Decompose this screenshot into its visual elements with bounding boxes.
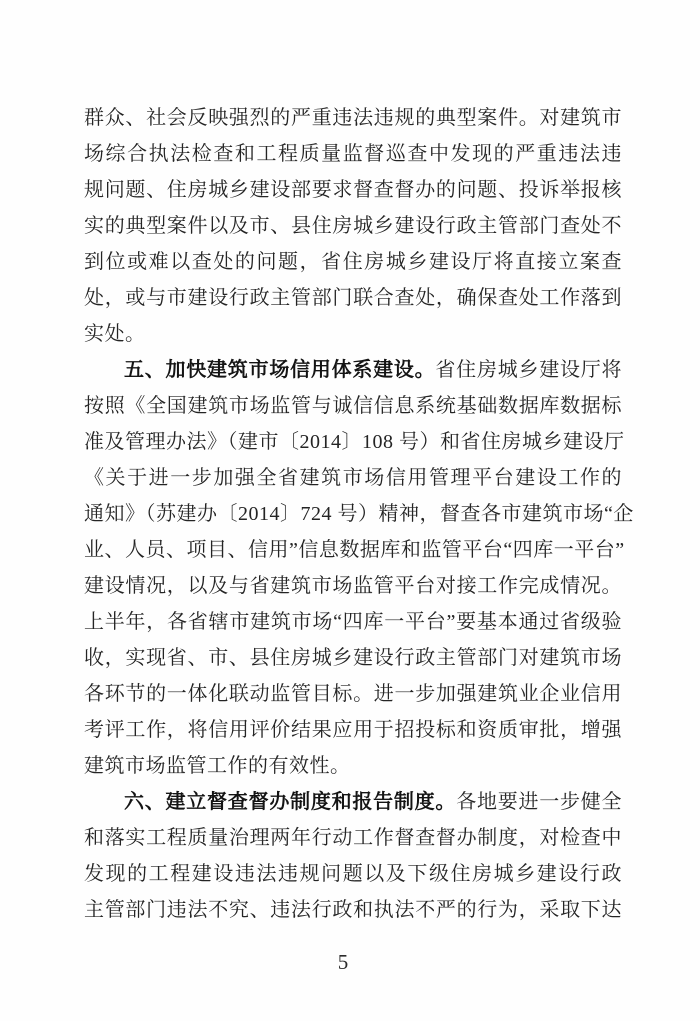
section-heading: 五、加快建筑市场信用体系建设。 [124, 359, 436, 381]
section-heading: 六、建立督查督办制度和报告制度。 [124, 791, 457, 813]
text-run: 省住房城乡建设厅将 [435, 359, 623, 381]
text-line: 建设情况，以及与省建筑市场监管平台对接工作完成情况。 [84, 575, 622, 597]
text-line: 实处。 [84, 323, 146, 345]
text-line-section-6 [84, 784, 622, 820]
text-line: 发现的工程建设违法违规问题以及下级住房城乡建设行政 [84, 863, 622, 885]
text-line: 收，实现省、市、县住房城乡建设行政主管部门对建筑市场 [84, 647, 622, 669]
text-line: 业、人员、项目、信用”信息数据库和监管平台“四库一平台” [84, 539, 625, 561]
text-run: 各地要进一步健全 [456, 791, 623, 813]
page-number: 5 [337, 950, 349, 974]
text-line: 通知》（苏建办〔2014〕724 号）精神，督查各市建筑市场“企 [84, 503, 634, 525]
text-line-section-5 [84, 352, 622, 388]
text-line: 《关于进一步加强全省建筑市场信用管理平台建设工作的 [84, 467, 622, 489]
text-line: 各环节的一体化联动监管目标。进一步加强建筑业企业信用 [84, 683, 622, 705]
text-line: 到位或难以查处的问题，省住房城乡建设厅将直接立案查 [84, 251, 622, 273]
text-line: 建筑市场监管工作的有效性。 [84, 755, 351, 777]
text-line: 处，或与市建设行政主管部门联合查处，确保查处工作落到 [84, 287, 622, 309]
text-line: 上半年，各省辖市建筑市场“四库一平台”要基本通过省级验 [84, 611, 622, 633]
text-line: 按照《全国建筑市场监管与诚信信息系统基础数据库数据标 [84, 395, 622, 417]
text-line: 场综合执法检查和工程质量监督巡查中发现的严重违法违 [84, 143, 622, 165]
text-line: 实的典型案件以及市、县住房城乡建设行政主管部门查处不 [84, 215, 622, 237]
text-line: 规问题、住房城乡建设部要求督查督办的问题、投诉举报核 [84, 179, 622, 201]
document-body [84, 100, 634, 928]
text-line: 考评工作，将信用评价结果应用于招投标和资质审批，增强 [84, 719, 622, 741]
text-line: 和落实工程质量治理两年行动工作督查督办制度，对检查中 [84, 827, 622, 849]
text-line: 主管部门违法不究、违法行政和执法不严的行为，采取下达 [84, 899, 622, 921]
text-line: 群众、社会反映强烈的严重违法违规的典型案件。对建筑市 [84, 107, 622, 129]
text-line: 准及管理办法》（建市〔2014〕108 号）和省住房城乡建设厅 [84, 431, 625, 453]
